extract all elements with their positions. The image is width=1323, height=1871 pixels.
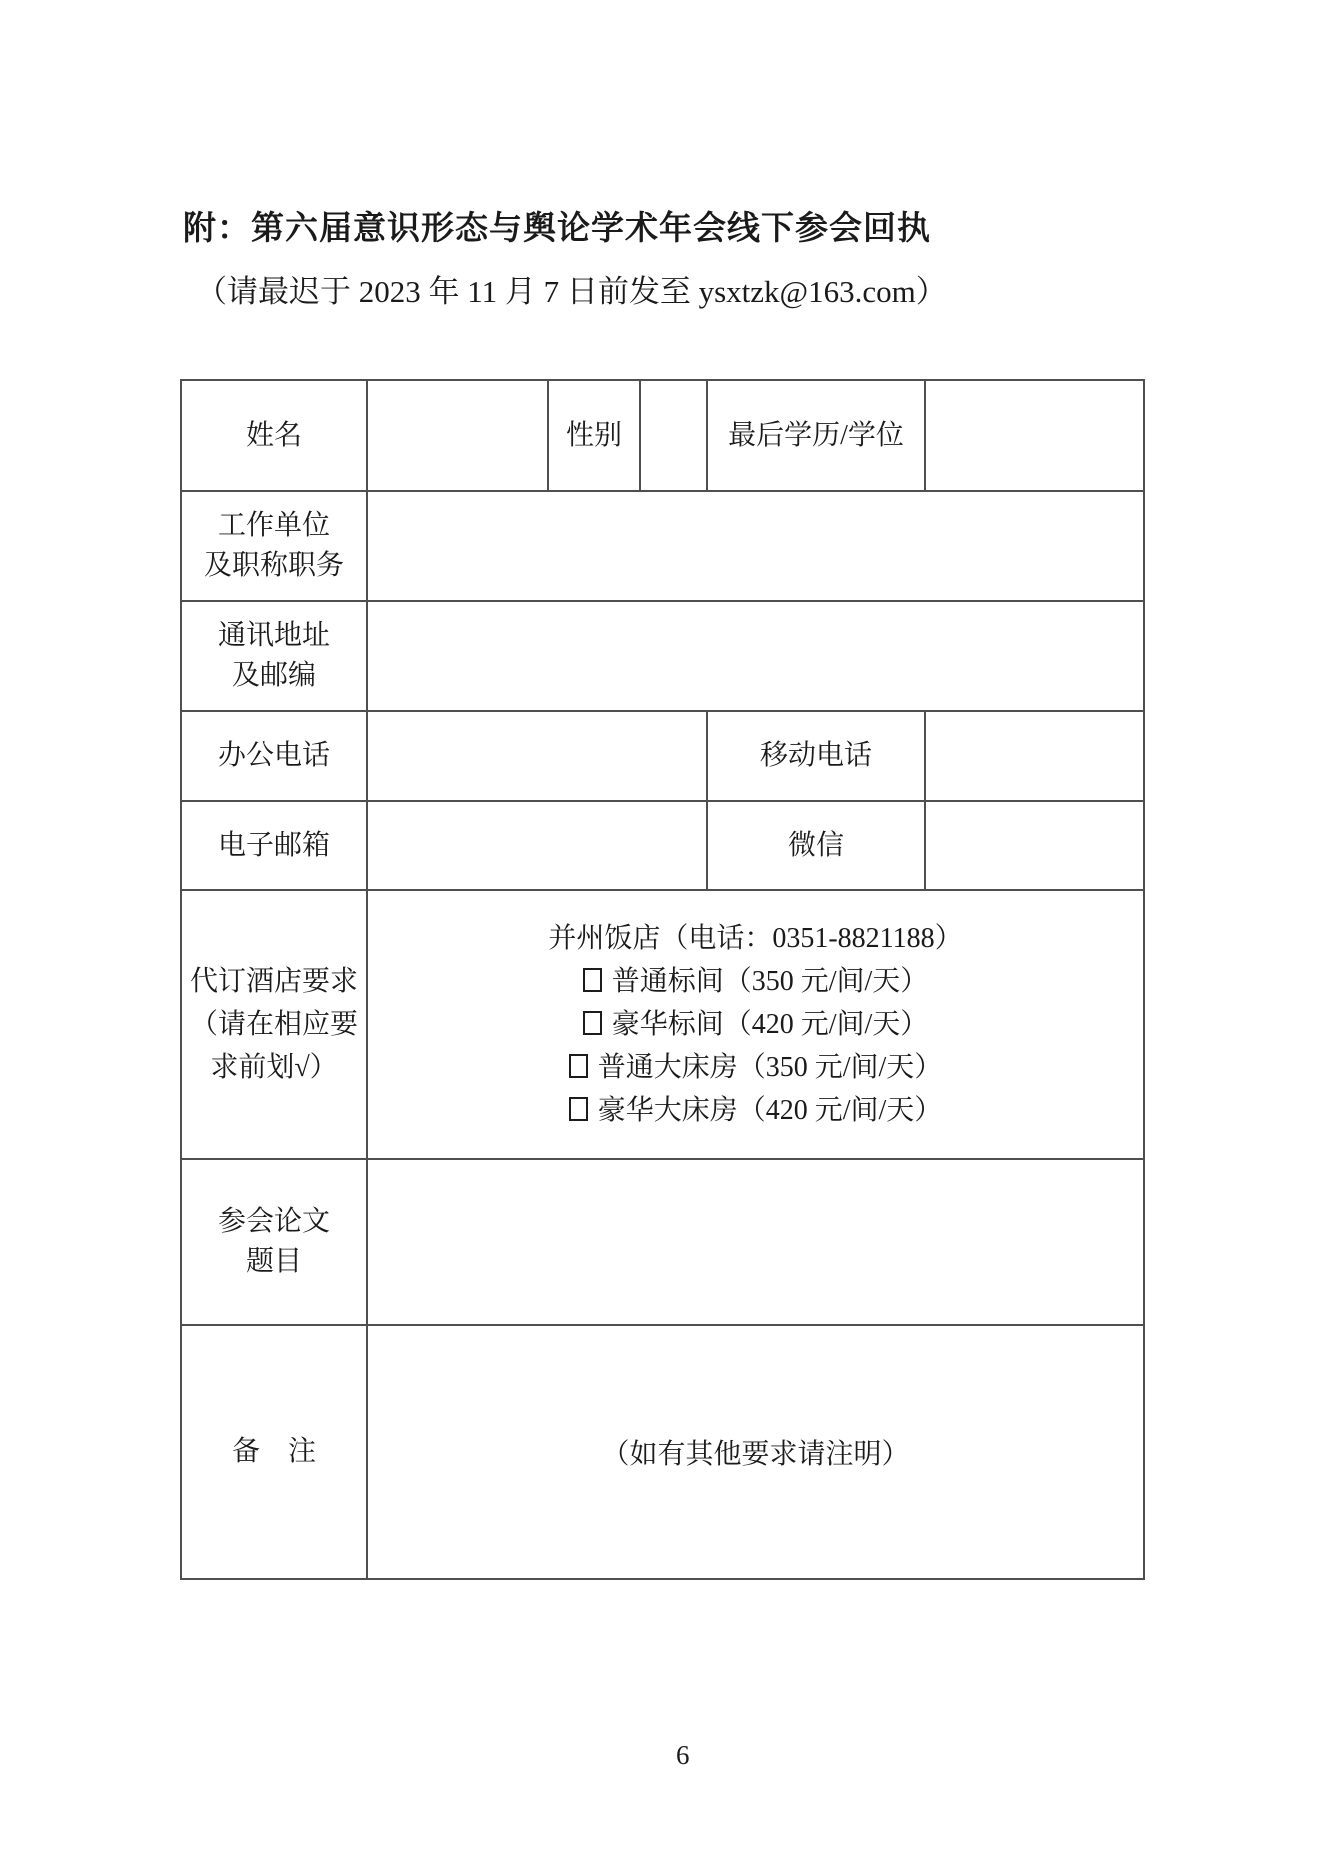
- checkbox-deluxe-king-room-icon[interactable]: [569, 1097, 588, 1121]
- hotel-option: [368, 1003, 1143, 1046]
- table-row: [181, 491, 1144, 601]
- name-input-cell[interactable]: [367, 380, 548, 491]
- checkbox-deluxe-room-icon[interactable]: [583, 1011, 602, 1035]
- hotel-options-cell: [367, 890, 1144, 1159]
- address-label-line1: 通讯地址: [217, 620, 330, 651]
- office-phone-label: 办公电话: [217, 740, 330, 771]
- name-label-cell: [181, 380, 367, 491]
- degree-label: 最后学历/学位: [728, 419, 904, 451]
- paper-title-label-line1: 参会论文: [217, 1206, 330, 1237]
- email-input-cell[interactable]: [367, 801, 707, 890]
- hotel-option-label: 豪华标间（420 元/间/天）: [611, 1009, 929, 1040]
- hotel-option-label: 普通大床房（350 元/间/天）: [597, 1052, 943, 1083]
- checkbox-standard-room-icon[interactable]: [583, 968, 602, 992]
- wechat-label: 微信: [787, 829, 844, 861]
- work-unit-label-line2: 及职称职务: [203, 550, 344, 581]
- table-row: [181, 1159, 1144, 1325]
- hotel-request-label-cell: [181, 890, 367, 1159]
- page-title: 附：第六届意识形态与舆论学术年会线下参会回执: [183, 209, 931, 246]
- paper-title-label-line2: 题目: [245, 1246, 302, 1277]
- page-number: 6: [676, 1740, 690, 1770]
- hotel-option-label: 普通标间（350 元/间/天）: [611, 966, 929, 997]
- hotel-option: [368, 1046, 1143, 1089]
- wechat-label-cell: [707, 801, 925, 890]
- address-label-line2: 及邮编: [231, 660, 316, 691]
- hotel-info: 并州饭店（电话：0351-8821188）: [548, 923, 963, 954]
- gender-input-cell[interactable]: [640, 380, 707, 491]
- work-unit-label-line1: 工作单位: [217, 510, 330, 541]
- table-row: [181, 601, 1144, 711]
- work-unit-input-cell[interactable]: [367, 491, 1144, 601]
- name-label: 姓名: [245, 419, 302, 451]
- hotel-option-label: 豪华大床房（420 元/间/天）: [597, 1095, 943, 1126]
- remarks-input-cell[interactable]: [367, 1325, 1144, 1579]
- gender-label: 性别: [565, 419, 622, 451]
- email-label-cell: [181, 801, 367, 890]
- paper-title-input-cell[interactable]: [367, 1159, 1144, 1325]
- remarks-label: 备 注: [231, 1436, 316, 1467]
- table-row: [181, 711, 1144, 801]
- address-input-cell[interactable]: [367, 601, 1144, 711]
- table-row: [181, 1325, 1144, 1579]
- hotel-request-label-line1: 代订酒店要求: [189, 966, 358, 997]
- remarks-hint: （如有其他要求请注明）: [601, 1439, 910, 1470]
- mobile-phone-label-cell: [707, 711, 925, 801]
- office-phone-input-cell[interactable]: [367, 711, 707, 801]
- mobile-phone-input-cell[interactable]: [925, 711, 1144, 801]
- table-row: [181, 890, 1144, 1159]
- reply-form-table: [180, 379, 1145, 1580]
- remarks-label-cell: [181, 1325, 367, 1579]
- email-label: 电子邮箱: [217, 829, 330, 861]
- hotel-request-label-line2: （请在相应要: [189, 1009, 358, 1040]
- paper-title-label-cell: [181, 1159, 367, 1325]
- table-row: [181, 801, 1144, 890]
- work-unit-label-cell: [181, 491, 367, 601]
- hotel-request-label-line3: 求前划√）: [210, 1052, 338, 1083]
- hotel-option: [368, 960, 1143, 1003]
- page-subtitle: （请最迟于 2023 年 11 月 7 日前发至 ysxtzk@163.com）: [196, 274, 947, 309]
- gender-label-cell: [548, 380, 640, 491]
- table-row: [181, 380, 1144, 491]
- office-phone-label-cell: [181, 711, 367, 801]
- hotel-option: [368, 1089, 1143, 1132]
- degree-label-cell: [707, 380, 925, 491]
- wechat-input-cell[interactable]: [925, 801, 1144, 890]
- checkbox-standard-king-room-icon[interactable]: [569, 1054, 588, 1078]
- degree-input-cell[interactable]: [925, 380, 1144, 491]
- mobile-phone-label: 移动电话: [759, 740, 872, 771]
- address-label-cell: [181, 601, 367, 711]
